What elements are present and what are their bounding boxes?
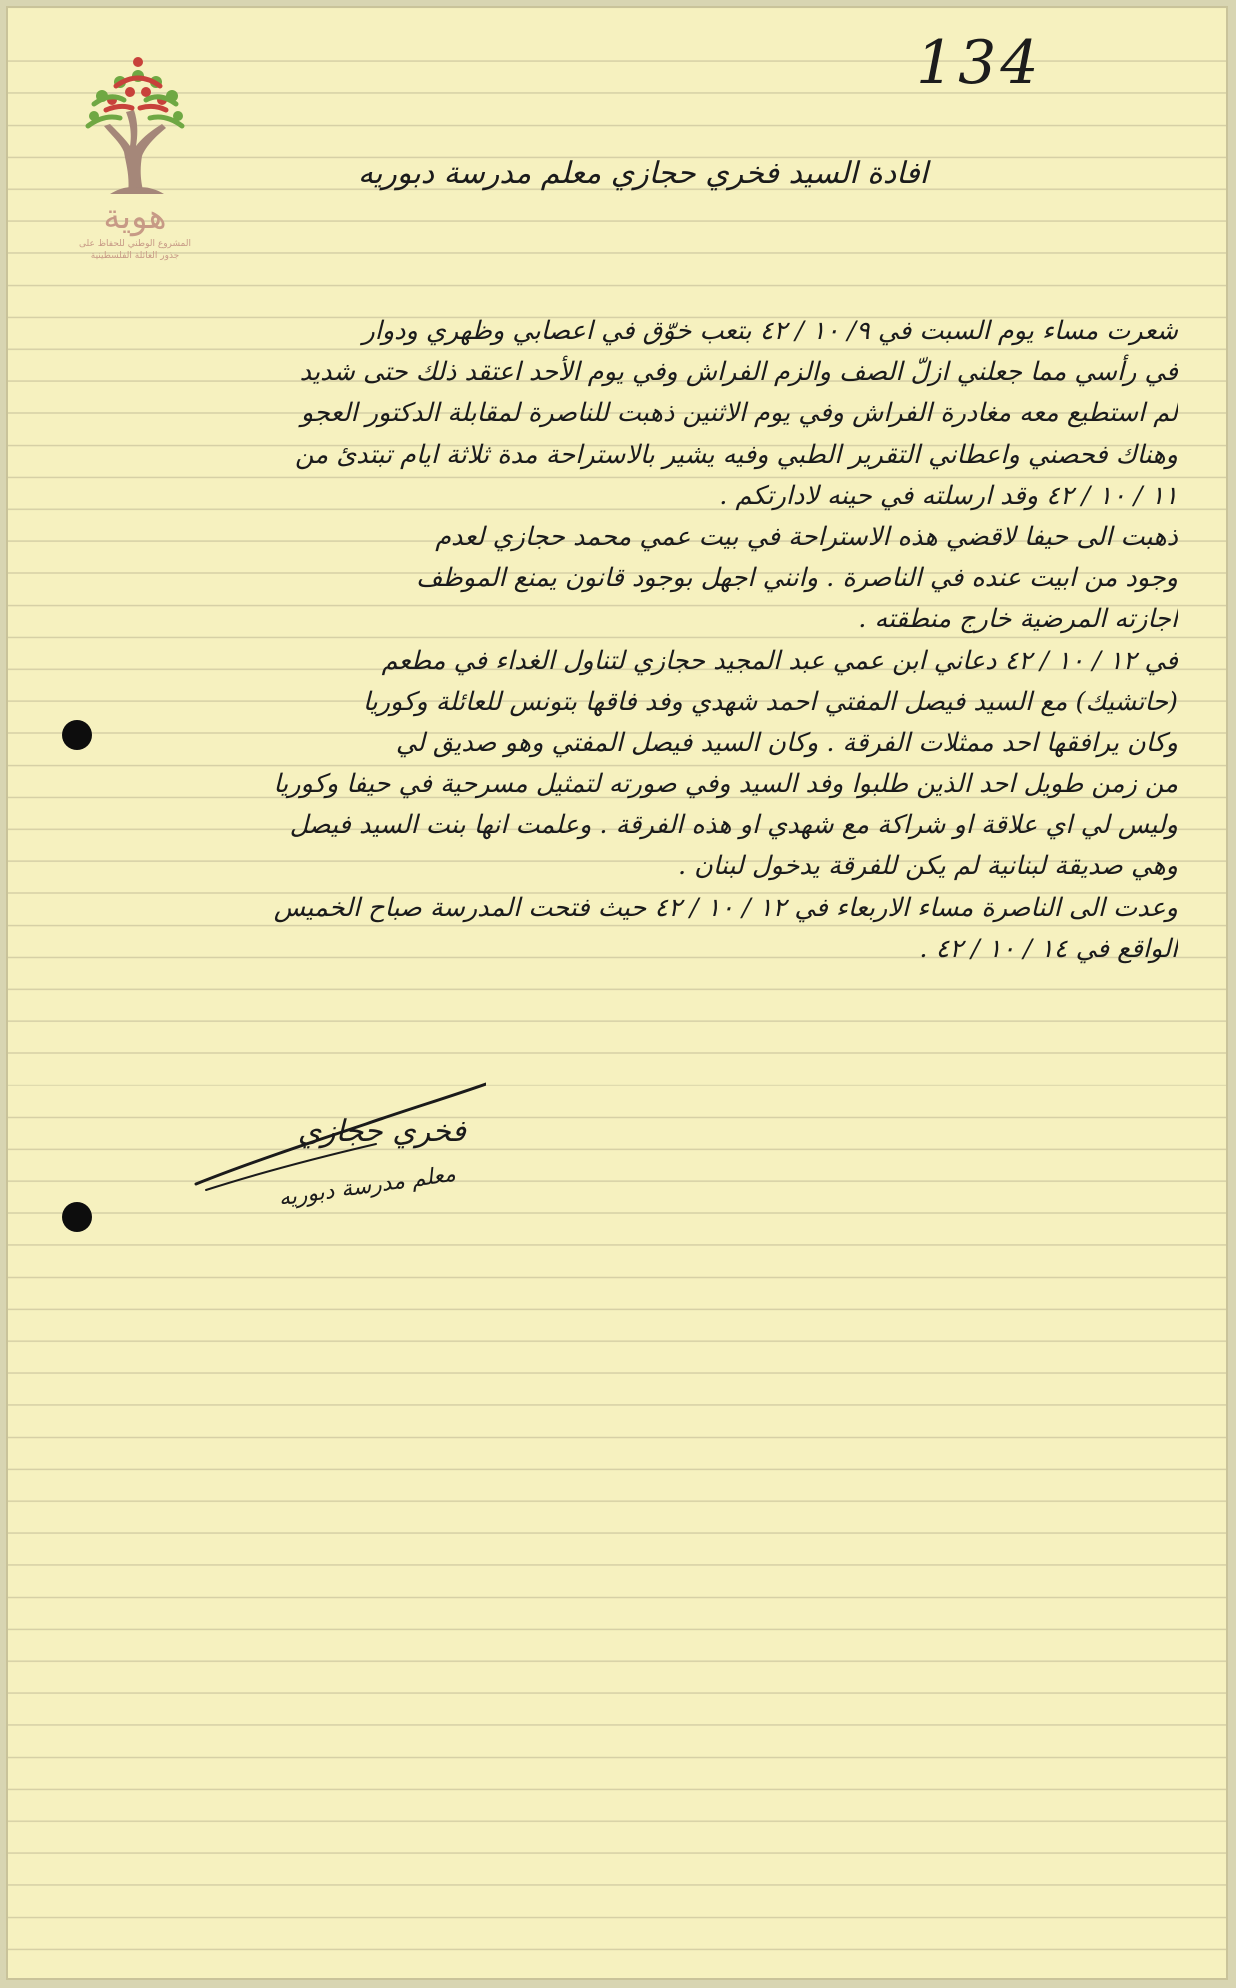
logo-tagline <box>70 238 200 262</box>
body-line: وهي صديقة لبنانية لم يكن للفرقة يدخول لبنان . <box>677 851 1178 882</box>
body-line: في ١٢ / ١٠ / ٤٢ دعاني ابن عمي عبد المجيد حجازي لتناول الغداء في مطعم <box>381 645 1178 676</box>
logo-name: هوية <box>103 197 167 237</box>
body-line: اجازته المرضية خارج منطقته . <box>858 604 1178 635</box>
body-line: وهناك فحصني واعطاني التقرير الطبي وفيه يشير بالاستراحة مدة ثلاثة ايام تبتدئ من <box>295 439 1178 470</box>
body-line: وعدت الى الناصرة مساء الاربعاء في ١٢ / ١٠ / ٤٢ حيث فتحت المدرسة صباح الخميس <box>273 892 1178 923</box>
signature-block <box>186 1074 486 1244</box>
body-line: (حاتشيك) مع السيد فيصل المفتي احمد شهدي وفد فاقها بتونس للعائلة وكوريا <box>362 686 1178 717</box>
signature-flourish <box>186 1074 486 1244</box>
signature-name: فخري حجازي <box>297 1114 466 1149</box>
statement-body <box>38 311 1178 970</box>
closing-date-line: الواقع في ١٤ / ١٠ / ٤٢ . <box>919 933 1178 964</box>
letter-sheet <box>6 6 1228 1980</box>
body-line: شعرت مساء يوم السبت في ٩/ ١٠ / ٤٢ بتعب خوّق في اعصابي وظهري ودوار <box>362 316 1178 346</box>
body-line: في رأسي مما جعلني ازلّ الصف والزم الفراش وفي يوم الأحد اعتقد ذلك حتى شديد <box>299 357 1178 388</box>
logo-tagline-line-1: المشروع الوطني للحفاظ على <box>78 239 191 249</box>
page-number: 134 <box>916 28 1043 98</box>
hawiya-logo <box>70 56 200 262</box>
family-tree-icon <box>80 56 190 196</box>
signature-role: معلم مدرسة دبوريه <box>276 1161 457 1212</box>
punch-hole <box>62 720 92 750</box>
document-title: افادة السيد فخري حجازي معلم مدرسة دبوريه <box>358 156 928 191</box>
body-line: ١١ / ١٠ / ٤٢ وقد ارسلته في حينه لادارتكم . <box>719 480 1178 511</box>
body-line: وكان يرافقها احد ممثلات الفرقة . وكان السيد فيصل المفتي وهو صديق لي <box>395 727 1178 758</box>
body-line: من زمن طويل احد الذين طلبوا وفد السيد وفي صورته لتمثيل مسرحية في حيفا وكوريا <box>273 769 1178 800</box>
punch-hole <box>62 1202 92 1232</box>
body-line: وجود من ابيت عنده في الناصرة . وانني اجهل بوجود قانون يمنع الموظف <box>416 563 1178 594</box>
body-line: ذهبت الى حيفا لاقضي هذه الاستراحة في بيت عمي محمد حجازي لعدم <box>435 521 1178 552</box>
body-line: لم استطيع معه مغادرة الفراش وفي يوم الاثنين ذهبت للناصرة لمقابلة الدكتور العجو <box>300 398 1178 429</box>
body-line: وليس لي اي علاقة او شراكة مع شهدي او هذه الفرقة . وعلمت انها بنت السيد فيصل <box>289 810 1178 841</box>
logo-tagline-line-2: جذور العائلة الفلسطينية <box>90 251 180 262</box>
